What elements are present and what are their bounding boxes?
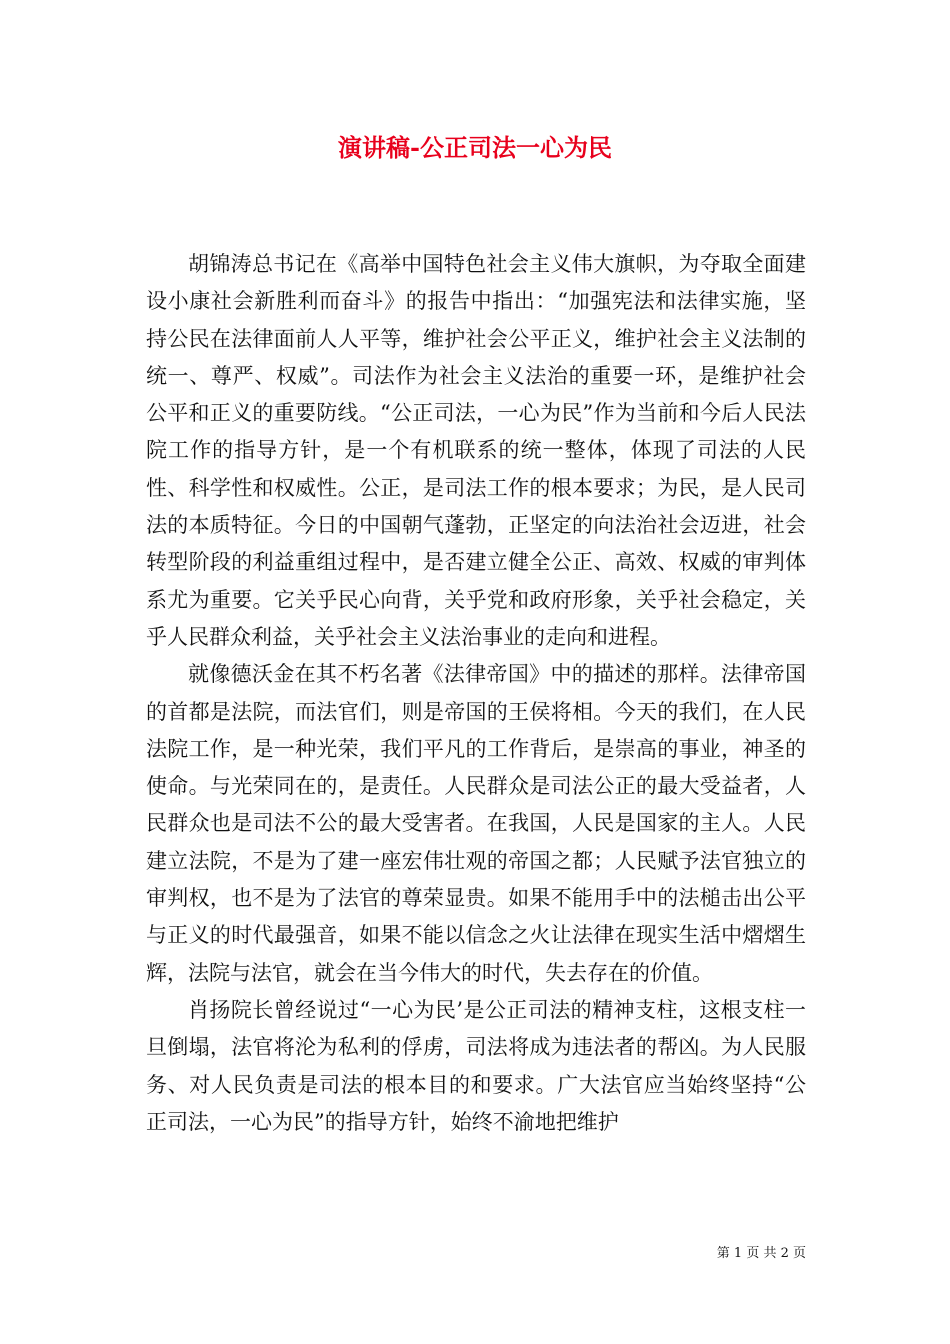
page-number-footer: 第 1 页 共 2 页 xyxy=(716,1246,806,1261)
paragraph-1: 胡锦涛总书记在《高举中国特色社会主义伟大旗帜，为夺取全面建设小康社会新胜利而奋斗》的报告中指出：“加强宪法和法律实施，坚持公民在法律面前人人平等，维护社会公平正义，维护社会主义法制的统一、尊严、权威”。司法作为社会主义法治的重要一环，是维护社会公平和正义的重要防线。“公正司法，一心为民”作为当前和今后人民法院工作的指导方针，是一个有机联系的统一整体，体现了司法的人民性、科学性和权威性。公正，是司法工作的根本要求；为民，是人民司法的本质特征。今日的中国朝气蓬勃，正坚定的向法治社会迈进，社会转型阶段的利益重组过程中，是否建立健全公正、高效、权威的审判体系尤为重要。它关乎民心向背，关乎党和政府形象，关乎社会稳定，关乎人民群众利益，关乎社会主义法治事业的走向和进程。 xyxy=(146,252,806,649)
document-title: 演讲稿-公正司法一心为民 xyxy=(338,133,612,162)
document-body xyxy=(146,246,806,1141)
paragraph-2: 就像德沃金在其不朽名著《法律帝国》中的描述的那样。法律帝国的首都是法院，而法官们，则是帝国的王侯将相。今天的我们，在人民法院工作，是一种光荣，我们平凡的工作背后，是崇高的事业，神圣的使命。与光荣同在的，是责任。人民群众是司法公正的最大受益者，人民群众也是司法不公的最大受害者。在我国，人民是国家的主人。人民建立法院，不是为了建一座宏伟壮观的帝国之都；人民赋予法官独立的审判权，也不是为了法官的尊荣显贵。如果不能用手中的法槌击出公平与正义的时代最强音，如果不能以信念之火让法律在现实生活中熠熠生辉，法院与法官，就会在当今伟大的时代，失去存在的价值。 xyxy=(146,662,806,985)
paragraph-3: 肖扬院长曾经说过“一心为民’是公正司法的精神支柱，这根支柱一旦倒塌，法官将沦为私利的俘虏，司法将成为违法者的帮凶。为人民服务、对人民负责是司法的根本目的和要求。广大法官应当始终坚持“公正司法，一心为民”的指导方针，始终不渝地把维护 xyxy=(146,997,806,1134)
